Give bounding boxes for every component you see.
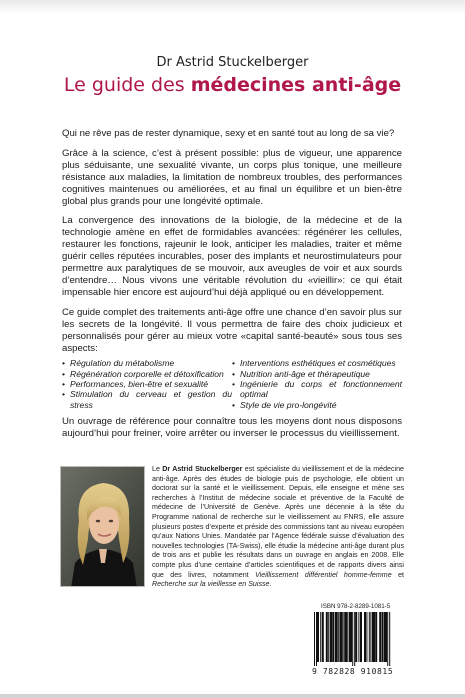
barcode-guard-bar xyxy=(389,612,390,666)
bio-book-title: Vieillissement différentiel homme-femme xyxy=(255,570,392,579)
barcode-bar xyxy=(335,612,338,662)
bullet-dot-icon: • xyxy=(232,379,236,389)
isbn-label: ISBN 978-2-8289-1081-5 xyxy=(321,603,391,610)
barcode-digits: 9 782828 910815 xyxy=(312,667,394,676)
barcode-bar xyxy=(344,612,347,662)
barcode-bar xyxy=(333,612,334,662)
barcode-bar xyxy=(370,612,371,662)
list-item: • Régénération corporelle et détoxification xyxy=(62,368,224,379)
bio-book-title: Recherche sur la vieillesse en Suisse xyxy=(152,580,270,589)
barcode-bar xyxy=(330,612,333,662)
paragraph-intro: Qui ne rêve pas de rester dynamique, sexy et en santé tout au long de sa vie? xyxy=(62,128,395,139)
title-emphasis: médecines anti-âge xyxy=(190,74,402,96)
barcode-bar xyxy=(358,612,359,662)
barcode-bar xyxy=(349,612,352,662)
barcode-bar xyxy=(339,612,342,662)
author-name: Dr Astrid Stuckelberger xyxy=(156,55,309,70)
bullet-dot-icon: • xyxy=(232,399,236,410)
list-item: • Performances, bien-être et sexualité xyxy=(62,379,209,389)
top-edge xyxy=(0,0,465,14)
list-item: • Interventions esthétiques et cosmétiques xyxy=(232,358,396,369)
barcode-guard-bar xyxy=(387,612,388,666)
barcode-bar xyxy=(360,612,362,662)
bottom-edge xyxy=(0,694,465,698)
barcode-bar xyxy=(322,612,324,662)
barcode-guard-bar xyxy=(314,612,315,666)
barcode-bar xyxy=(379,612,381,662)
bullet-dot-icon: • xyxy=(232,358,236,369)
author-portrait xyxy=(60,466,145,587)
paragraph-convergence: La convergence des innovations de la biologie, de la médecine et de la technologie amène en effet de formidables avancées: régénérer les cellules, restaurer les fonctions, rajeunir le look, anticiper les maladies, traiter et même guérir celles réputées incurables, poser des implants et neurostimulateurs pour permettre aux paralytiques de se mouvoir, aux aveugles de voir et aux sourds d’entendre… Nous vivons une véritable révolution du «vieillir»: ce qui était impensable hier encore est aujourd’hui déjà appliqué ou en développement. xyxy=(62,215,402,298)
list-item: • Ingénierie du corps et fonctionnement optimal xyxy=(232,379,402,400)
paragraph-science: Grâce à la science, c’est à présent possible: plus de vigueur, une apparence plus séduisante, une sexualité vivante, un corps plus tonique, une meilleure résistance aux maladies, la limitation de nombreux troubles, des performances cognitives maintenues ou améliorées, et au final un équilibre et un bien-être global plus grands pour une longévité optimale. xyxy=(62,147,402,207)
barcode-bar xyxy=(382,612,384,662)
barcode-bar xyxy=(347,612,348,662)
author-bio: Le Dr Astrid Stuckelberger est spécialiste du vieillissement et de la médecine anti-âge. Après des études de biologie puis de psychologie, elle obtient un doctorat sur la santé et le vieillissement. Depuis, elle enseigne et mène ses recherches à l’Institut de médecine sociale et préventive de la Faculté de médecine de l’Université de Genève. Après une décennie à la tête du Programme national de recherche sur le vieillissement au FNRS, elle assure plusieurs postes d’experte et préside des commissions tant au niveau européen qu’aux Nations Unies. Mandatée par l’Agence fédérale suisse d’évaluation des nouvelles technologies (TA-Swiss), elle étudie la médecine anti-âge durant plus de trois ans et publie les résultats dans un ouvrage en anglais en 2008. Elle compte plus d’une centaine d’articles scientifiques et de rapports divers ainsi que des livres, notamment Vieillissement différentiel homme-femme et Recherche sur la vieillesse en Suisse. xyxy=(152,465,405,589)
title-prefix: Le guide des xyxy=(63,74,191,96)
list-item: • Stimulation du cerveau et gestion du stress xyxy=(62,389,232,410)
barcode-bar xyxy=(338,612,339,662)
barcode-bar xyxy=(320,612,321,662)
barcode-bar xyxy=(366,612,367,662)
barcode-bar xyxy=(328,612,329,662)
barcode-bar xyxy=(317,612,319,662)
bullet-dot-icon: • xyxy=(62,389,66,400)
paragraph-closing: Un ouvrage de référence pour connaître tous les moyens dont nous disposons aujourd’hui pour freiner, voire arrêter ou inverser le processus du vieillissement. xyxy=(62,415,402,439)
barcode xyxy=(312,612,408,666)
barcode-bar xyxy=(326,612,328,662)
blurb xyxy=(62,128,402,448)
bullet-dot-icon: • xyxy=(62,379,66,389)
barcode-guard-bar xyxy=(354,612,355,666)
barcode-bar xyxy=(375,612,377,662)
list-item: • Régulation du métabolisme xyxy=(62,358,175,369)
bio-author-name: Dr Astrid Stuckelberger xyxy=(162,465,243,473)
barcode-guard-bar xyxy=(316,612,317,666)
list-item: • Nutrition anti-âge et thérapeutique xyxy=(232,368,370,379)
list-item: • Style de vie pro-longévité xyxy=(232,399,337,410)
topic-list xyxy=(62,358,402,409)
barcode-bar xyxy=(369,612,370,662)
portrait-image xyxy=(61,467,145,587)
bullet-dot-icon: • xyxy=(232,368,236,379)
barcode-bar xyxy=(364,612,366,662)
topic-column-left xyxy=(62,358,232,409)
paragraph-guide: Ce guide complet des traitements anti-âge offre une chance d’en savoir plus sur les secrets de la longévité. Il vous permettra de faire des choix judicieux et personnalisés pour gérer au mieux votre «capital santé-beauté» sous tous ses aspects: xyxy=(62,306,402,354)
topic-column-right xyxy=(232,358,402,409)
barcode-bar xyxy=(343,612,344,662)
barcode-bar xyxy=(384,612,387,662)
barcode-bar xyxy=(372,612,375,662)
barcode-bar xyxy=(355,612,357,662)
bullet-dot-icon: • xyxy=(62,368,66,379)
bullet-dot-icon: • xyxy=(62,358,66,369)
barcode-guard-bar xyxy=(352,612,353,666)
book-title xyxy=(0,74,465,96)
